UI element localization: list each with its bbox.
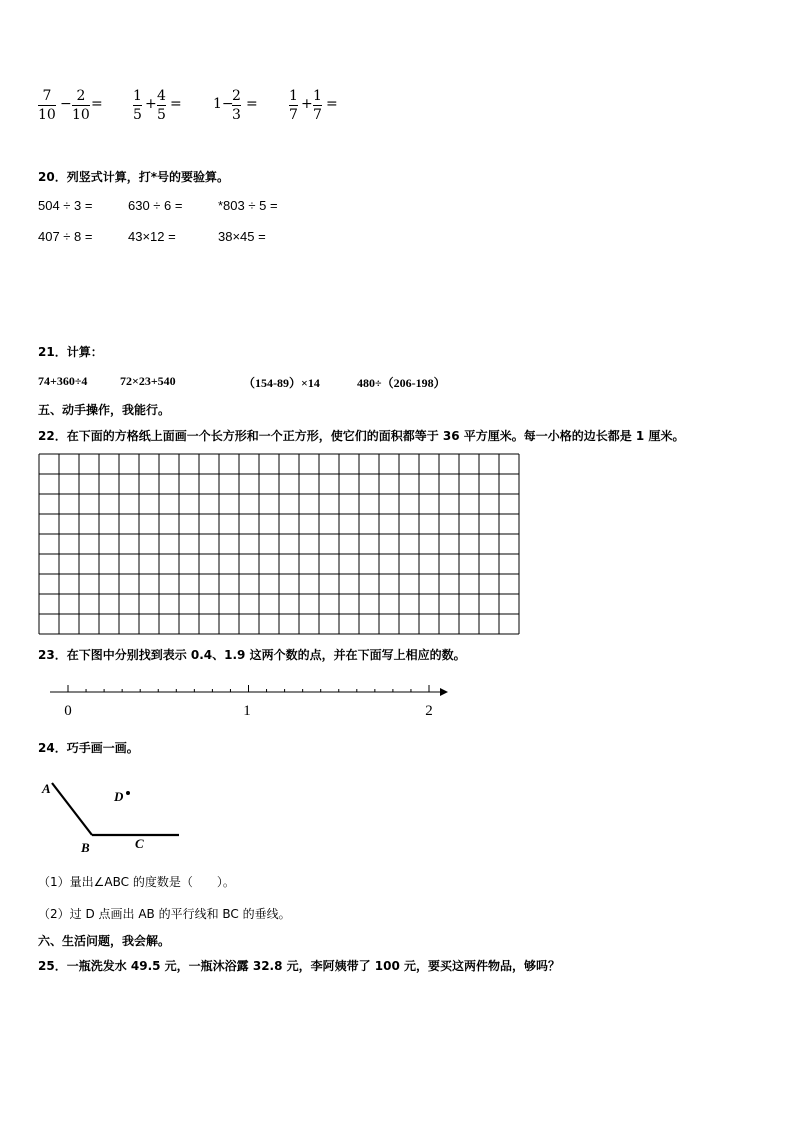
minus-sign: − bbox=[60, 96, 72, 112]
label-a: A bbox=[42, 781, 51, 796]
calc-item: 480÷（206-198） bbox=[357, 376, 446, 390]
fraction-2-10: 2 10 bbox=[72, 88, 90, 123]
q25-title: 25．一瓶洗发水 49.5 元，一瓶沐浴露 32.8 元，李阿姨带了 100 元，要买这两件物品，够吗？ bbox=[38, 959, 561, 973]
ray-ba bbox=[52, 783, 92, 835]
number-line-label-0: 0 bbox=[64, 703, 72, 719]
fraction-2-3: 2 3 bbox=[232, 88, 241, 123]
fraction-1-7: 1 7 bbox=[289, 88, 298, 123]
label-d: D bbox=[114, 789, 124, 804]
section-heading: 五、动手操作，我能行。 bbox=[38, 403, 171, 417]
calc-item: （154-89）×14 bbox=[243, 376, 320, 390]
arrow-head-icon bbox=[440, 688, 448, 696]
fraction-4-5: 4 5 bbox=[157, 88, 166, 123]
equals-sign: = bbox=[91, 96, 103, 112]
calc-item: 74+360÷4 bbox=[38, 374, 88, 388]
graph-paper-grid bbox=[38, 453, 520, 635]
equals-sign: = bbox=[170, 96, 182, 112]
calc-item: 504 ÷ 3 = bbox=[38, 198, 93, 213]
q24-title: 24．巧手画一画。 bbox=[38, 741, 139, 755]
q24-sub1: （1）量出∠ABC 的度数是（ ）。 bbox=[38, 875, 235, 889]
q20-title: 20．列竖式计算，打*号的要验算。 bbox=[38, 170, 229, 184]
calc-item: 38×45 = bbox=[218, 229, 266, 244]
calc-item: 72×23+540 bbox=[120, 374, 176, 388]
q24-sub2: （2）过 D 点画出 AB 的平行线和 BC 的垂线。 bbox=[38, 907, 291, 921]
label-b: B bbox=[81, 840, 90, 855]
calc-item: 407 ÷ 8 = bbox=[38, 229, 93, 244]
label-c: C bbox=[135, 836, 144, 851]
equals-sign: = bbox=[326, 96, 338, 112]
fraction-1-5: 1 5 bbox=[133, 88, 142, 123]
q23-title: 23．在下图中分别找到表示 0.4、1.9 这两个数的点，并在下面写上相应的数。 bbox=[38, 648, 466, 662]
section-heading: 六、生活问题，我会解。 bbox=[38, 934, 171, 948]
fraction-1-7: 1 7 bbox=[313, 88, 322, 123]
point-d bbox=[126, 791, 130, 795]
one-minus: 1− bbox=[213, 96, 234, 112]
q22-title: 22．在下面的方格纸上面画一个长方形和一个正方形，使它们的面积都等于 36 平方厘米。每一小格的边长都是 1 厘米。 bbox=[38, 429, 685, 443]
q21-title: 21．计算： bbox=[38, 345, 103, 359]
calc-item: *803 ÷ 5 = bbox=[218, 198, 278, 213]
number-line bbox=[40, 682, 450, 720]
angle-figure bbox=[38, 775, 188, 855]
calc-item: 43×12 = bbox=[128, 229, 176, 244]
number-line-label-2: 2 bbox=[425, 703, 433, 719]
plus-sign: + bbox=[301, 96, 313, 112]
equals-sign: = bbox=[246, 96, 258, 112]
calc-item: 630 ÷ 6 = bbox=[128, 198, 183, 213]
plus-sign: + bbox=[145, 96, 157, 112]
fraction-7-10: 7 10 bbox=[38, 88, 56, 123]
number-line-label-1: 1 bbox=[243, 703, 251, 719]
